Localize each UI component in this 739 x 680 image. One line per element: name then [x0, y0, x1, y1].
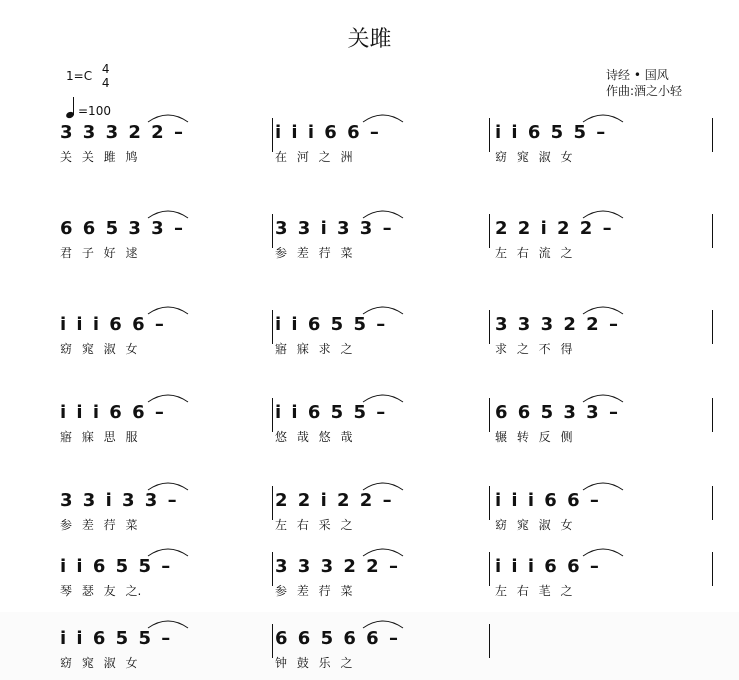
notes-line: 3 3 i 3 3 –	[275, 218, 392, 239]
slur-mark	[275, 110, 435, 130]
bar-line	[489, 486, 490, 520]
lyrics-line: 参 差 荇 菜	[60, 518, 138, 532]
lyrics-line: 左 右 采 之	[275, 518, 353, 532]
tempo-value: =100	[78, 104, 111, 118]
slur-mark	[275, 302, 435, 322]
bar-line	[712, 552, 713, 586]
bar-line	[489, 624, 490, 658]
notes-line: i i 6 5 5 –	[275, 402, 386, 423]
slur-mark	[275, 390, 435, 410]
notes-line: i i i 6 6 –	[495, 556, 599, 577]
notes-line: i i i 6 6 –	[60, 314, 164, 335]
lyrics-line: 求 之 不 得	[495, 342, 573, 356]
notes-line: 2 2 i 2 2 –	[495, 218, 612, 239]
notes-line: i i i 6 6 –	[60, 402, 164, 423]
bar-line	[272, 552, 273, 586]
lyrics-line: 君 子 好 逑	[60, 246, 138, 260]
notes-line: 3 3 i 3 3 –	[60, 490, 177, 511]
slur-mark	[275, 544, 435, 564]
bar-line	[489, 214, 490, 248]
song-title: 关雎	[347, 27, 392, 52]
bar-line	[489, 552, 490, 586]
notes-line: 3 3 3 2 2 –	[275, 556, 398, 577]
slur-mark	[495, 302, 655, 322]
lyrics-line: 左 右 流 之	[495, 246, 573, 260]
composer-credit: 作曲:酒之小轻	[606, 84, 683, 98]
lyrics-line: 参 差 荇 菜	[275, 246, 353, 260]
slur-mark	[275, 206, 435, 226]
slur-mark	[275, 478, 435, 498]
bar-line	[712, 310, 713, 344]
bar-line	[272, 214, 273, 248]
slur-mark	[495, 478, 655, 498]
notes-line: i i i 6 6 –	[495, 490, 599, 511]
bar-line	[272, 118, 273, 152]
notes-line: 6 6 5 3 3 –	[60, 218, 183, 239]
slur-mark	[60, 478, 220, 498]
lyrics-line: 窈 窕 淑 女	[60, 656, 138, 670]
bar-line	[489, 398, 490, 432]
lyrics-line: 辗 转 反 侧	[495, 430, 573, 444]
slur-mark	[60, 206, 220, 226]
bar-line	[272, 398, 273, 432]
lyrics-line: 窈 窕 淑 女	[60, 342, 138, 356]
lyrics-line: 寤 寐 求 之	[275, 342, 353, 356]
time-sig-top: 4	[101, 62, 110, 76]
bar-line	[272, 310, 273, 344]
notes-line: 3 3 3 2 2 –	[495, 314, 618, 335]
notes-line: 6 6 5 3 3 –	[495, 402, 618, 423]
notes-line: i i 6 5 5 –	[275, 314, 386, 335]
notes-line: 6 6 5 6 6 –	[275, 628, 398, 649]
notes-line: 2 2 i 2 2 –	[275, 490, 392, 511]
lyrics-line: 窈 窕 淑 女	[495, 150, 573, 164]
bar-line	[712, 398, 713, 432]
slur-mark	[60, 390, 220, 410]
lyrics-line: 窈 窕 淑 女	[495, 518, 573, 532]
slur-mark	[495, 544, 655, 564]
lyrics-line: 左 右 芼 之	[495, 584, 573, 598]
notes-line: i i 6 5 5 –	[60, 628, 171, 649]
score-credits	[606, 67, 682, 99]
key-signature: 1=C	[66, 69, 93, 83]
slur-mark	[495, 206, 655, 226]
bar-line	[712, 486, 713, 520]
time-sig-bottom: 4	[101, 76, 110, 90]
slur-mark	[60, 544, 220, 564]
notes-line: i i 6 5 5 –	[60, 556, 171, 577]
notes-line: i i 6 5 5 –	[495, 122, 606, 143]
slur-mark	[275, 616, 435, 636]
bar-line	[489, 310, 490, 344]
lyricist-credit: 诗经 • 国风	[606, 68, 669, 82]
slur-mark	[495, 110, 655, 130]
time-signature	[102, 62, 110, 90]
bar-line	[272, 486, 273, 520]
slur-mark	[60, 616, 220, 636]
slur-mark	[495, 390, 655, 410]
notes-line: 3 3 3 2 2 –	[60, 122, 183, 143]
lyrics-line: 琴 瑟 友 之.	[60, 584, 142, 598]
bar-line	[712, 118, 713, 152]
slur-mark	[60, 302, 220, 322]
lyrics-line: 悠 哉 悠 哉	[275, 430, 353, 444]
lyrics-line: 关 关 雎 鸠	[60, 150, 138, 164]
lyrics-line: 钟 鼓 乐 之	[275, 656, 353, 670]
lyrics-line: 在 河 之 洲	[275, 150, 353, 164]
bar-line	[489, 118, 490, 152]
notes-line: i i i 6 6 –	[275, 122, 379, 143]
lyrics-line: 寤 寐 思 服	[60, 430, 138, 444]
lyrics-line: 参 差 荇 菜	[275, 584, 353, 598]
bar-line	[272, 624, 273, 658]
bar-line	[712, 214, 713, 248]
slur-mark	[60, 110, 220, 130]
